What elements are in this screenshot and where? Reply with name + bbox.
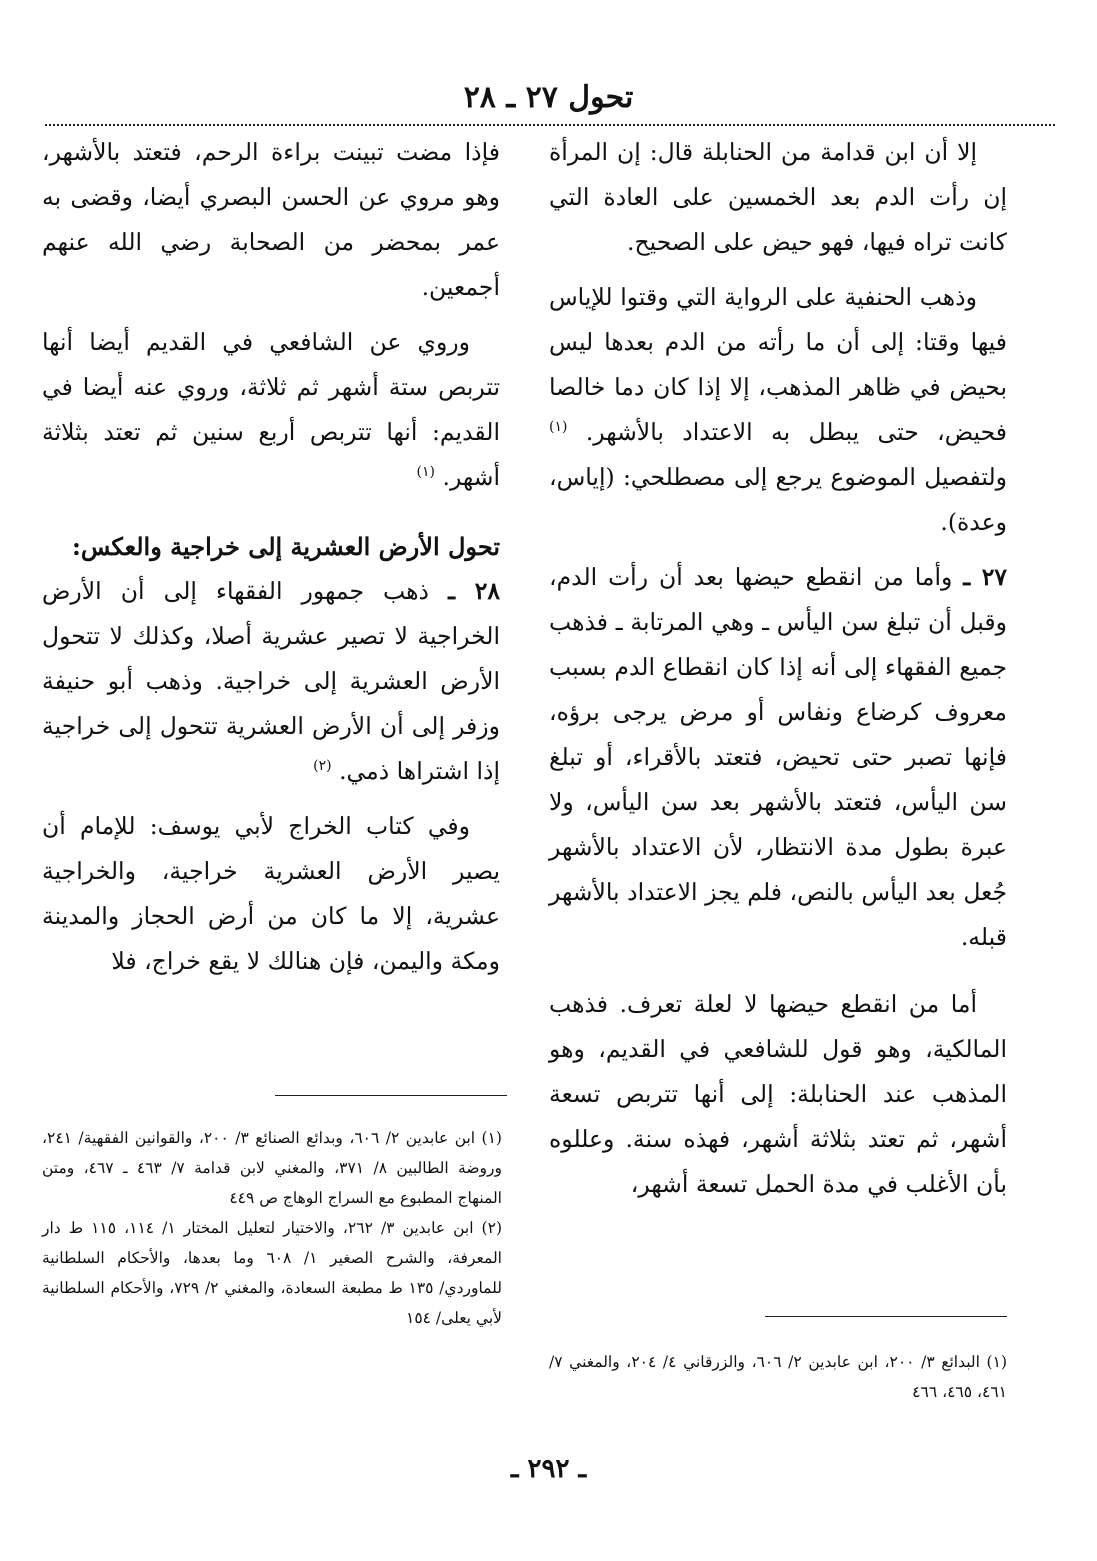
paragraph: فإذا مضت تبينت براءة الرحم، فتعتد بالأشهر، وهو مروي عن الحسن البصري أيضا، وقضى به عمر بمحضر من الصحابة رضي الله عنهم أجمعين. — [42, 138, 500, 301]
section-number: ٢٨ ـ — [448, 577, 500, 605]
footnote: (٢) ابن عابدين ٣/ ٢٦٢، والاختيار لتعليل المختار ١/ ١١٤، ١١٥ ط دار المعرفة، والشرح الصغير ١/ ٦٠٨ وما بعدها، والأحكام السلطانية للماوردي/ ١٣٥ ط مطبعة السعادة، والمغني ٢/ ٧٢٩، والأحكام السلطانية لأبي يعلى/ ١٥٤ — [42, 1219, 502, 1327]
paragraph — [549, 275, 1007, 545]
page-number: ـ ٢٩٢ ـ — [510, 1454, 587, 1484]
running-header: تحول ٢٧ ـ ٢٨ — [463, 80, 634, 115]
left-column — [42, 130, 500, 984]
right-column — [549, 130, 1007, 1207]
paragraph-27 — [549, 555, 1007, 960]
section-number: ٢٧ ـ — [963, 563, 1007, 591]
footnote: (١) ابن عابدين ٢/ ٦٠٦، وبدائع الصنائع ٣/ ٢٠٠، والقوانين الفقهية/ ٢٤١، وروضة الطالبين ٨/ ٣٧١، والمغني لابن قدامة ٧/ ٤٦٣ ـ ٤٦٧، ومتن المنهاج المطبوع مع السراج الوهاج ص ٤٤٩ — [42, 1129, 502, 1207]
footnotes-right — [549, 1347, 1007, 1407]
paragraph-text: ذهب جمهور الفقهاء إلى أن الأرض الخراجية لا تصير عشرية أصلا، وكذلك لا تتحول الأرض العشرية إلى خراجية. وذهب أبو حنيفة وزفر إلى أن الأرض العشرية تتحول إلى خراجية إذا اشتراها ذمي. — [42, 577, 500, 785]
paragraph-text: وروي عن الشافعي في القديم أيضا أنها تتربص ستة أشهر ثم ثلاثة، وروي عنه أيضا في القديم: أنها تتربص أربع سنين ثم تعتد بثلاثة أشهر. — [42, 328, 500, 491]
paragraph — [42, 320, 500, 500]
paragraph-28 — [42, 569, 500, 794]
footnote: (١) البدائع ٣/ ٢٠٠، ابن عابدين ٢/ ٦٠٦، والزرقاني ٤/ ٢٠٤، والمغني ٧/ ٤٦١، ٤٦٥، ٤٦٦ — [549, 1353, 1007, 1401]
paragraph-text: وأما من انقطع حيضها بعد أن رأت الدم، وقبل أن تبلغ سن اليأس ـ وهي المرتابة ـ فذهب جميع الفقهاء إلى أنه إذا كان انقطاع الدم بسبب معروف كرضاع ونفاس أو مرض يرجى برؤه، فإنها تصبر حتى تحيض، فتعتد بالأقراء، أو تبلغ سن اليأس، فتعتد بالأشهر بعد سن اليأس، ولا عبرة بطول مدة الانتظار، لأن الاعتداد بالأشهر جُعل بعد اليأس بالنص، فلم يجز الاعتداد بالأشهر قبله. — [549, 563, 1007, 951]
header-dotted-rule — [45, 124, 1055, 126]
footnote-rule — [765, 1316, 1007, 1317]
paragraph: وفي كتاب الخراج لأبي يوسف: للإمام أن يصير الأرض العشرية خراجية، والخراجية عشرية، إلا ما كان من أرض الحجاز والمدينة ومكة واليمن، فإن هنالك لا يقع خراج، فلا — [42, 812, 500, 975]
paragraph-text: ولتفصيل الموضوع يرجع إلى مصطلحي: (إياس، وعدة). — [549, 463, 1007, 536]
paragraph-text: وذهب الحنفية على الرواية التي وقتوا للإياس فيها وقتا: إلى أن ما رأته من الدم بعدها ليس بحيض في ظاهر المذهب، إلا إذا كان دما خالصا فحيض، حتى يبطل به الاعتداد بالأشهر. — [549, 283, 1007, 446]
footnote-ref: (١) — [549, 419, 568, 436]
section-heading: تحول الأرض العشرية إلى خراجية والعكس: — [71, 532, 500, 561]
footnote-ref: (٢) — [313, 758, 332, 775]
footnotes-left — [42, 1123, 502, 1333]
footnote-rule — [275, 1095, 507, 1096]
paragraph: إلا أن ابن قدامة من الحنابلة قال: إن المرأة إن رأت الدم بعد الخمسين على العادة التي كانت تراه فيها، فهو حيض على الصحيح. — [549, 138, 1007, 256]
paragraph: أما من انقطع حيضها لا لعلة تعرف. فذهب المالكية، وهو قول للشافعي في القديم، وهو المذهب عند الحنابلة: إلى أنها تتربص تسعة أشهر، ثم تعتد بثلاثة أشهر، فهذه سنة. وعللوه بأن الأغلب في مدة الحمل تسعة أشهر، — [549, 990, 1007, 1198]
footnote-ref: (١) — [416, 464, 436, 481]
